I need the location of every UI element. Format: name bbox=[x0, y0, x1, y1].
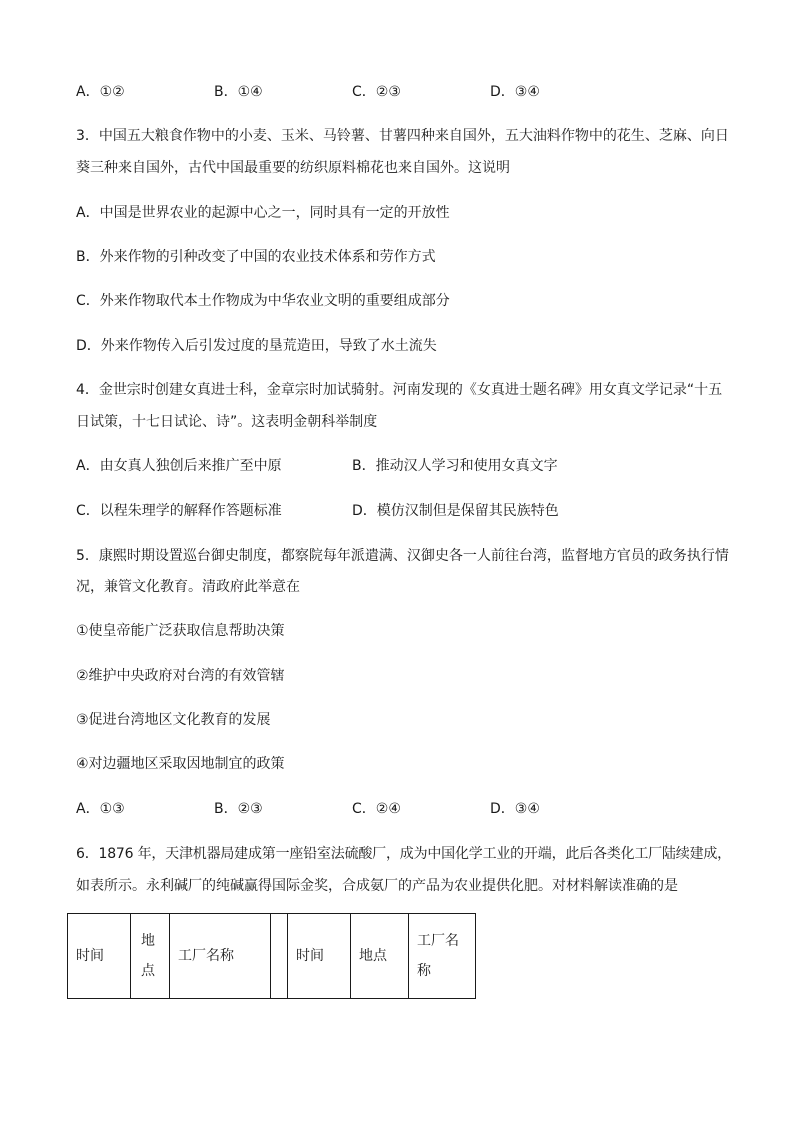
q2-option-c: C．②③ bbox=[352, 84, 401, 100]
q5-item-1: ①使皇帝能广泛获取信息帮助决策 bbox=[76, 623, 285, 639]
header-place-1: 地点 bbox=[131, 914, 170, 999]
factory-table-header-row bbox=[68, 914, 476, 999]
q2-option-a: A．①② bbox=[76, 84, 125, 100]
q4-option-b: B．推动汉人学习和使用女真文字 bbox=[352, 458, 558, 474]
header-time-2: 时间 bbox=[288, 914, 351, 999]
header-factory-name-1: 工厂名称 bbox=[170, 914, 271, 999]
q3-stem-line-2: 葵三种来自国外，古代中国最重要的纺织原料棉花也来自国外。这说明 bbox=[76, 160, 510, 176]
q5-option-a: A．①③ bbox=[76, 801, 125, 817]
q3-option-b: B．外来作物的引种改变了中国的农业技术体系和劳作方式 bbox=[76, 249, 436, 265]
q4-option-d: D．模仿汉制但是保留其民族特色 bbox=[352, 503, 559, 519]
q3-option-d: D．外来作物传入后引发过度的垦荒造田，导致了水土流失 bbox=[76, 338, 437, 354]
q5-stem-line-1: 5．康熙时期设置巡台御史制度，都察院每年派遣满、汉御史各一人前往台湾，监督地方官员的政务执行情 bbox=[76, 548, 729, 564]
q4-stem-line-2: 日试策，十七日试论、诗”。这表明金朝科举制度 bbox=[76, 414, 378, 430]
q5-item-3: ③促进台湾地区文化教育的发展 bbox=[76, 712, 271, 728]
q5-option-d: D．③④ bbox=[490, 801, 540, 817]
q3-option-c: C．外来作物取代本土作物成为中华农业文明的重要组成部分 bbox=[76, 293, 450, 309]
q6-stem-line-1: 6．1876 年，天津机器局建成第一座铅室法硫酸厂，成为中国化学工业的开端，此后各类化工厂陆续建成， bbox=[76, 846, 731, 862]
q5-stem-line-2: 况，兼管文化教育。清政府此举意在 bbox=[76, 579, 300, 595]
q4-stem-line-1: 4．金世宗时创建女真进士科，金章宗时加试骑射。河南发现的《女真进士题名碑》用女真文学记录“十五 bbox=[76, 382, 723, 398]
header-time-1: 时间 bbox=[68, 914, 131, 999]
q3-option-a: A．中国是世界农业的起源中心之一，同时具有一定的开放性 bbox=[76, 205, 450, 221]
q5-item-4: ④对边疆地区采取因地制宜的政策 bbox=[76, 756, 285, 772]
factory-table bbox=[67, 913, 476, 999]
q2-option-d: D．③④ bbox=[490, 84, 540, 100]
header-place-2: 地点 bbox=[351, 914, 409, 999]
q6-stem-line-2: 如表所示。永利碱厂的纯碱赢得国际金奖，合成氨厂的产品为农业提供化肥。对材料解读准确的是 bbox=[76, 878, 678, 894]
header-empty-cell bbox=[271, 914, 288, 999]
q4-option-c: C．以程朱理学的解释作答题标准 bbox=[76, 503, 282, 519]
header-factory-name-2: 工厂名称 bbox=[409, 914, 476, 999]
q5-option-c: C．②④ bbox=[352, 801, 401, 817]
q5-option-b: B．②③ bbox=[214, 801, 263, 817]
q2-option-b: B．①④ bbox=[214, 84, 263, 100]
q5-item-2: ②维护中央政府对台湾的有效管辖 bbox=[76, 668, 285, 684]
q4-option-a: A．由女真人独创后来推广至中原 bbox=[76, 458, 282, 474]
q3-stem-line-1: 3．中国五大粮食作物中的小麦、玉米、马铃薯、甘薯四种来自国外，五大油料作物中的花生、芝麻、向日 bbox=[76, 128, 729, 144]
